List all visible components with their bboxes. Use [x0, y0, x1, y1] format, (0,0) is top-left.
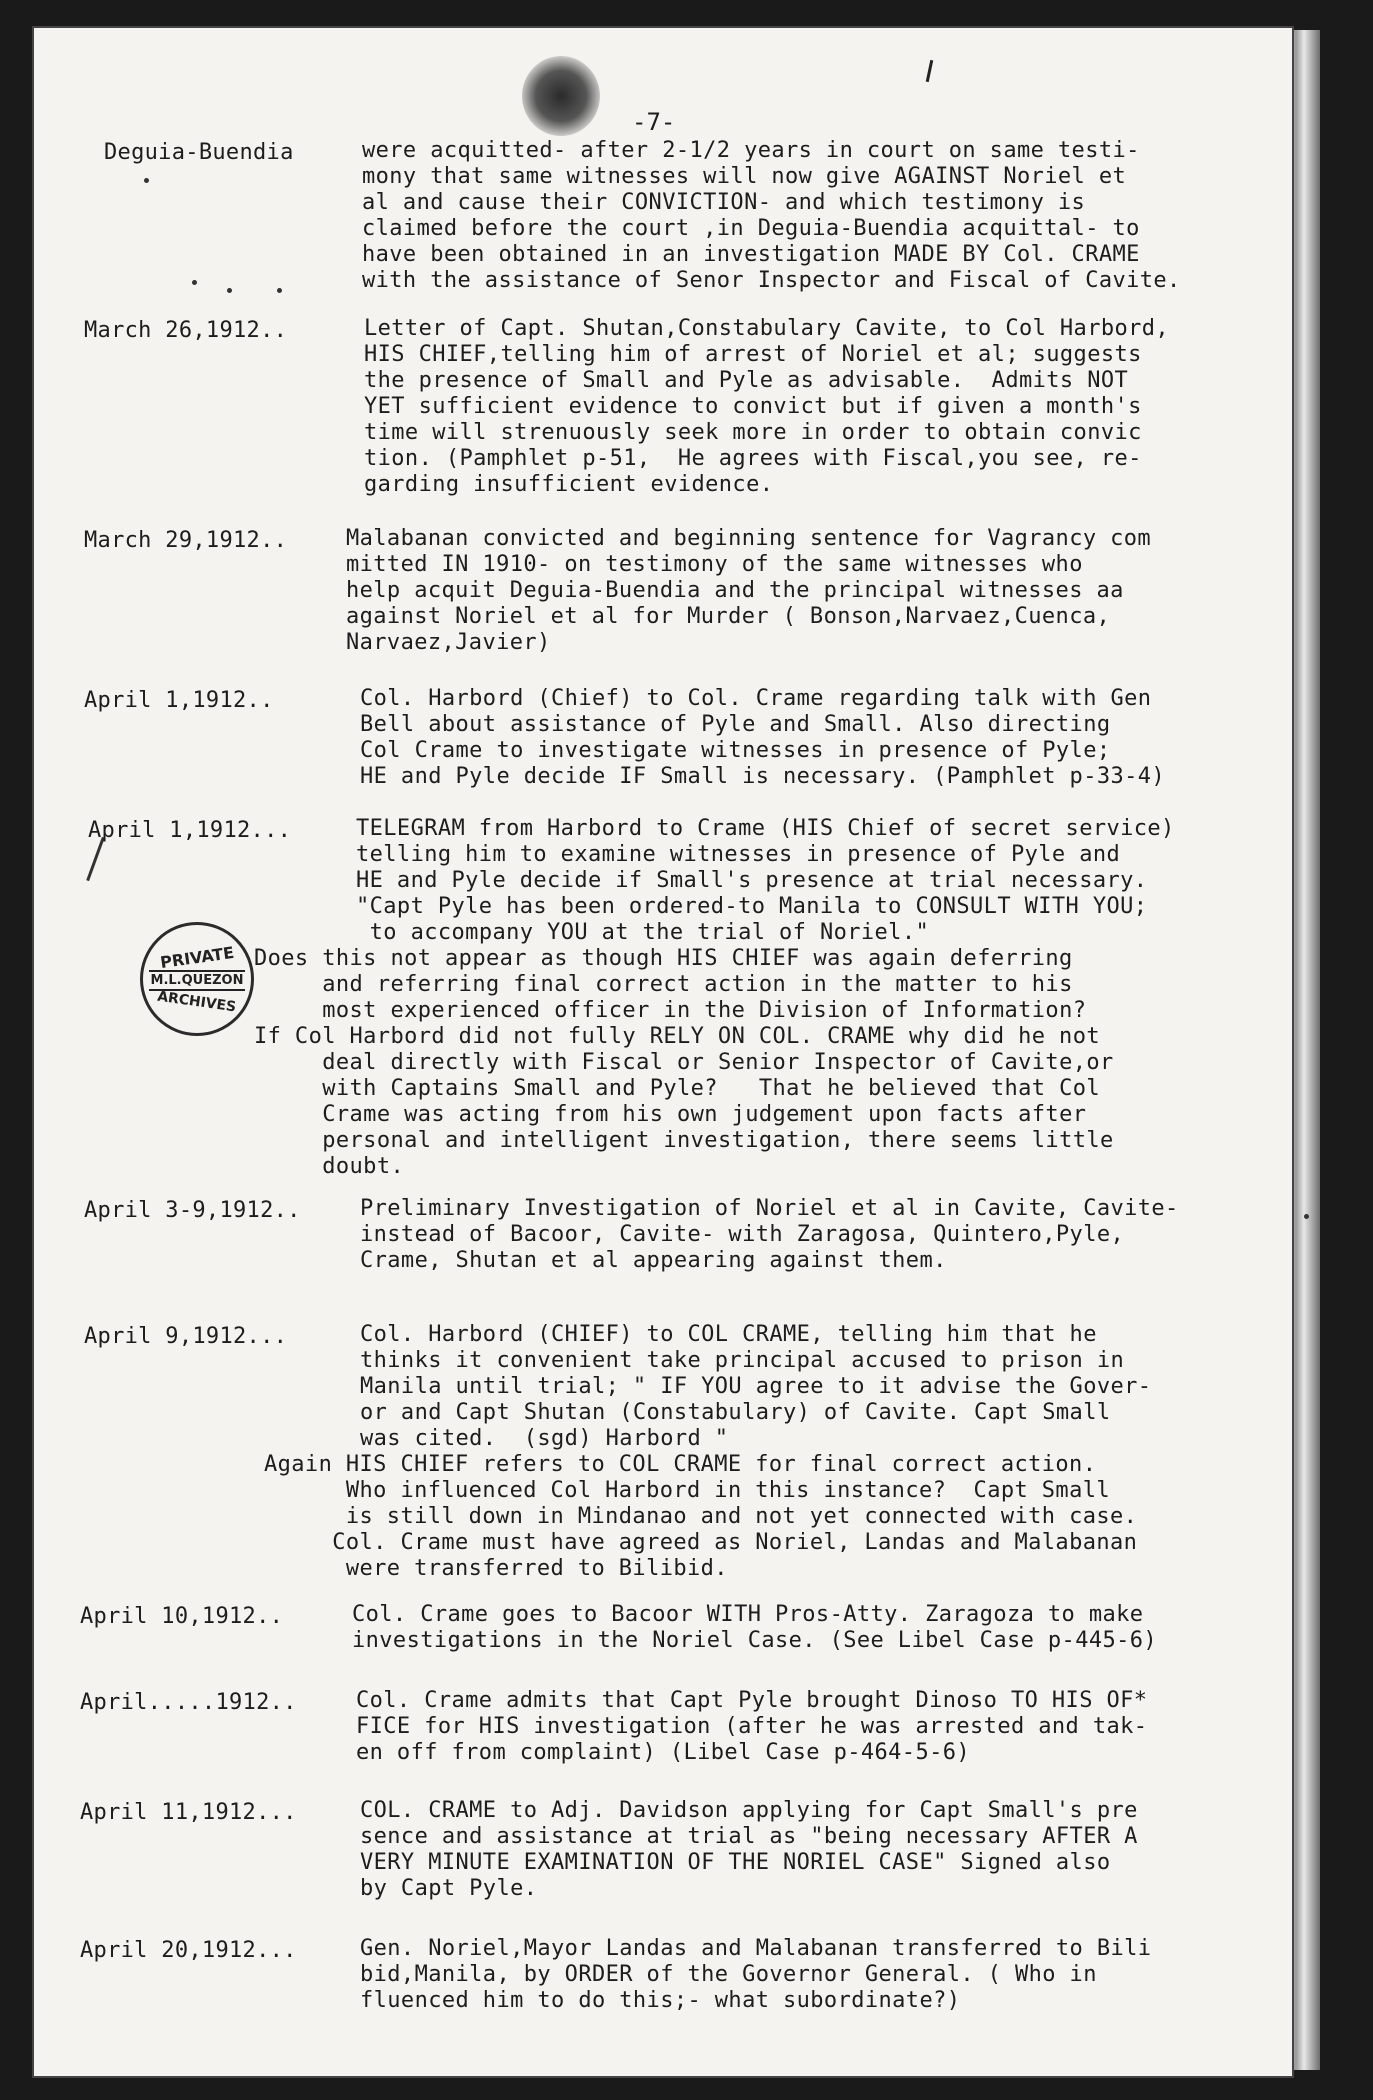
- entry-text: Col. Harbord (Chief) to Col. Crame regarding talk with Gen Bell about assistance of Pyle and Small. Also directing Col Crame to investigate witnesses in presence of Pyle; HE and Pyle decide IF Small is necessary. (Pamphlet p-33-4): [360, 686, 1166, 789]
- margin-slash: [86, 837, 105, 881]
- commentary-text: Again HIS CHIEF refers to COL CRAME for final correct action. Who influenced Col Harbord in this instance? Capt Small is still down in Mindanao and not yet connected with case. Col. Crame must have agreed as Noriel, Landas and Malabanan were transferred to Bilibid.: [264, 1452, 1138, 1581]
- entry-text: Col. Crame goes to Bacoor WITH Pros-Atty. Zaragoza to make investigations in the Noriel Case. (See Libel Case p-445-6): [352, 1602, 1158, 1653]
- stamp-top-text: PRIVATE: [158, 942, 236, 973]
- entry-date: March 26,1912..: [84, 318, 288, 343]
- entry-text: Letter of Capt. Shutan,Constabulary Cavite, to Col Harbord, HIS CHIEF,telling him of arrest of Noriel et al; suggests the presence of Small and Pyle as advisable. Admits NOT YET sufficient evidence to convict but if given a month's time will strenuously seek more in order to obtain convic tion. (Pamphlet p-51, He agrees with Fiscal,you see, re- garding insufficient evidence.: [364, 316, 1170, 497]
- archive-stamp: [140, 922, 254, 1036]
- page-number: -7-: [632, 108, 676, 136]
- ink-dot: [192, 280, 197, 285]
- commentary-text: Does this not appear as though HIS CHIEF was again deferring and referring final correct action in the matter to his most experienced officer in the Division of Information? If Col Harbord did not fully RELY ON COL. CRAME why did he not deal directly with Fiscal or Senior Inspector of Cavite,or with Captains Small and Pyle? That he believed that Col Crame was acting from his own judgement upon facts after personal and intelligent investigation, there seems little doubt.: [254, 946, 1114, 1179]
- stamp-middle-text: M.L.QUEZON: [149, 970, 246, 991]
- entry-date: April 9,1912...: [84, 1324, 288, 1349]
- entry-date: Deguia-Buendia: [104, 140, 294, 165]
- entry-text: TELEGRAM from Harbord to Crame (HIS Chief of secret service) telling him to examine witnesses in presence of Pyle and HE and Pyle decide if Small's presence at trial necessary. "Capt Pyle has been ordered-to Manila to CONSULT WITH YOU; to accompany YOU at the trial of Noriel.": [356, 816, 1175, 945]
- ink-dot: [227, 288, 232, 293]
- ink-dot: [144, 178, 149, 183]
- ink-dot: [1304, 1214, 1309, 1219]
- entry-text: Gen. Noriel,Mayor Landas and Malabanan transferred to Bili bid,Manila, by ORDER of the Governor General. ( Who in fluenced him to do this;- what subordinate?): [360, 1936, 1152, 2013]
- entry-text: Col. Crame admits that Capt Pyle brought Dinoso TO HIS OF* FICE for HIS investigation (after he was arrested and tak- en off from complaint) (Libel Case p-464-5-6): [356, 1688, 1148, 1765]
- stamp-bottom-text: ARCHIVES: [156, 988, 238, 1016]
- entry-text: COL. CRAME to Adj. Davidson applying for Capt Small's pre sence and assistance at trial as "being necessary AFTER A VERY MINUTE EXAMINATION OF THE NORIEL CASE" Signed also by Capt Pyle.: [360, 1798, 1138, 1901]
- entry-date: April 3-9,1912..: [84, 1198, 301, 1223]
- ink-dot: [277, 288, 282, 293]
- entry-date: April 11,1912...: [80, 1800, 297, 1825]
- ink-mark: [926, 60, 934, 82]
- entry-date: April.....1912..: [80, 1690, 297, 1715]
- entry-text: Preliminary Investigation of Noriel et al in Cavite, Cavite- instead of Bacoor, Cavite- with Zaragosa, Quintero,Pyle, Crame, Shutan et al appearing against them.: [360, 1196, 1179, 1273]
- entry-date: April 10,1912..: [80, 1604, 284, 1629]
- entry-text: Col. Harbord (CHIEF) to COL CRAME, telling him that he thinks it convenient take principal accused to prison in Manila until trial; " IF YOU agree to it advise the Gover- or and Capt Shutan (Constabulary) of Cavite. Capt Small was cited. (sgd) Harbord ": [360, 1322, 1152, 1451]
- entry-date: April 1,1912...: [88, 818, 292, 843]
- entry-text: Malabanan convicted and beginning sentence for Vagrancy com mitted IN 1910- on testimony of the same witnesses who help acquit Deguia-Buendia and the principal witnesses aa against Noriel et al for Murder ( Bonson,Narvaez,Cuenca, Narvaez,Javier): [346, 526, 1152, 655]
- entry-date: April 1,1912..: [84, 688, 274, 713]
- document-page: [32, 26, 1294, 2078]
- entry-date: April 20,1912...: [80, 1938, 297, 1963]
- entry-date: March 29,1912..: [84, 528, 288, 553]
- ink-smudge: [522, 56, 600, 136]
- entry-text: were acquitted- after 2-1/2 years in court on same testi- mony that same witnesses will now give AGAINST Noriel et al and cause their CONVICTION- and which testimony is claimed before the court ,in Deguia-Buendia acquittal- to have been obtained in an investigation MADE BY Col. CRAME with the assistance of Senor Inspector and Fiscal of Cavite.: [362, 138, 1181, 293]
